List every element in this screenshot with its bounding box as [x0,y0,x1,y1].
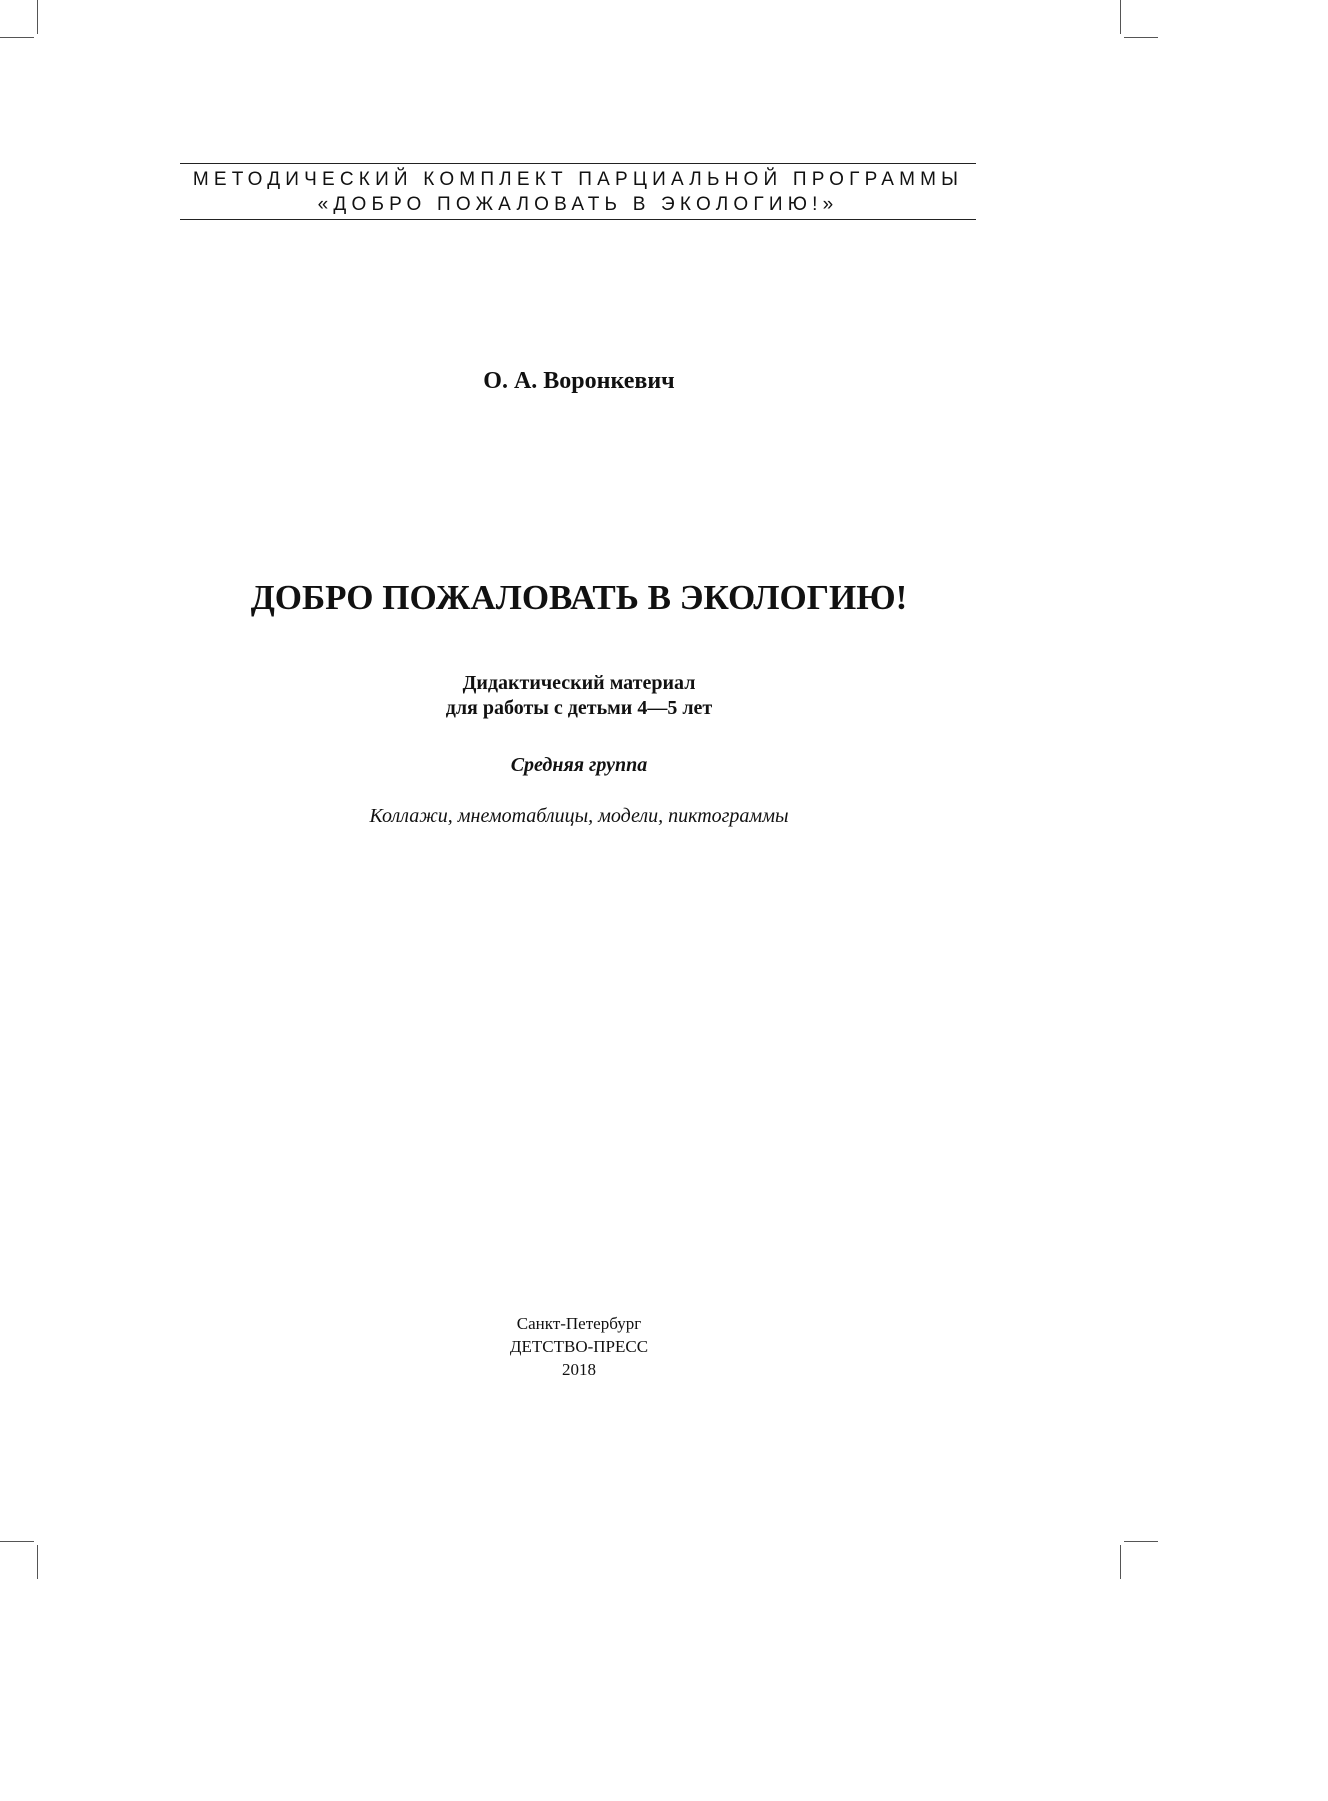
contents-description: Коллажи, мнемотаблицы, модели, пиктограммы [369,805,789,827]
book-title: ДОБРО ПОЖАЛОВАТЬ В ЭКОЛОГИЮ! [250,578,908,617]
author-name: О. А. Воронкевич [483,368,675,394]
crop-mark-top-right-horizontal [1124,37,1158,38]
series-line-1: МЕТОДИЧЕСКИЙ КОМПЛЕКТ ПАРЦИАЛЬНОЙ ПРОГРАММЫ [192,169,964,190]
imprint-year: 2018 [562,1360,596,1379]
crop-mark-top-left-horizontal [0,37,34,38]
age-group: Средняя группа [510,754,648,776]
crop-mark-bottom-right-horizontal [1124,1541,1158,1542]
crop-mark-bottom-right-vertical [1120,1545,1121,1579]
imprint-city: Санкт-Петербург [516,1314,642,1333]
subtitle-line-2: для работы с детьми 4—5 лет [445,697,713,719]
subtitle-line-1: Дидактический материал [462,672,696,694]
crop-mark-top-left-vertical [37,0,38,34]
imprint-publisher: ДЕТСТВО-ПРЕСС [509,1337,649,1356]
series-line-2: «ДОБРО ПОЖАЛОВАТЬ В ЭКОЛОГИЮ!» [317,194,839,215]
crop-mark-top-right-vertical [1120,0,1121,34]
crop-mark-bottom-left-vertical [37,1545,38,1579]
series-header [180,163,976,220]
subtitle [0,671,1158,721]
crop-mark-bottom-left-horizontal [0,1541,34,1542]
imprint [0,1312,1158,1381]
